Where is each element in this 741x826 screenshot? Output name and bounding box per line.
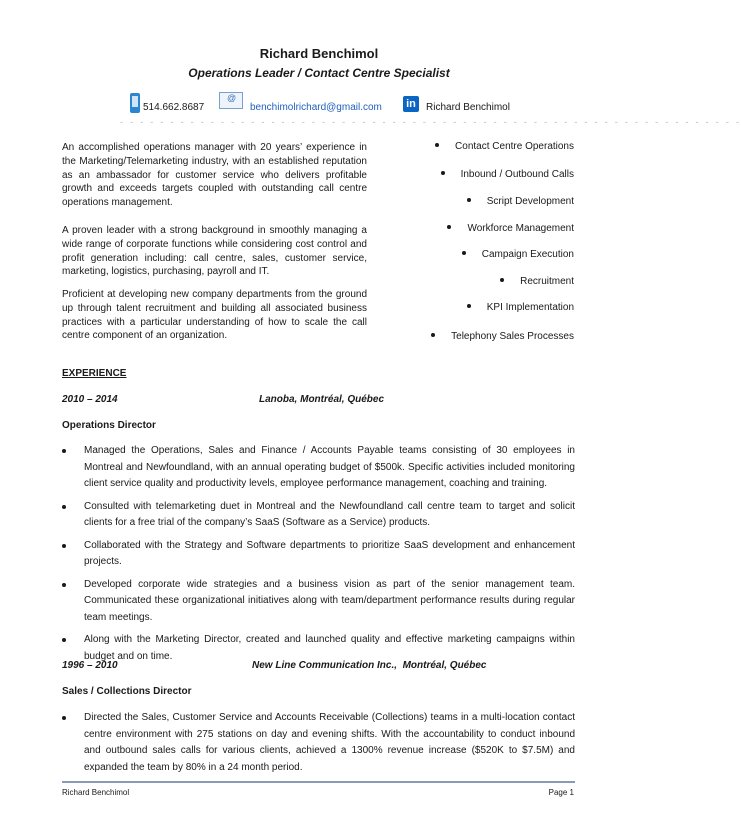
skill-item [462, 249, 574, 260]
skill-label: Workforce Management [467, 223, 574, 234]
bullet-icon [462, 251, 466, 255]
phone-number: 514.662.8687 [143, 102, 205, 113]
summary-paragraph-3 [62, 288, 367, 343]
summary-paragraph-1 [62, 141, 367, 210]
email-icon-glyph: @ [227, 93, 237, 103]
skill-label: KPI Implementation [486, 302, 574, 313]
job-bullets [62, 443, 575, 671]
bullet-icon [62, 544, 66, 548]
linkedin-icon[interactable]: in [403, 96, 419, 112]
skill-label: Campaign Execution [481, 249, 574, 260]
footer-name: Richard Benchimol [62, 788, 130, 797]
skill-label: Script Development [486, 196, 574, 207]
skill-item [447, 223, 574, 234]
bullet-text: Directed the Sales, Customer Service and Accounts Receivable (Collections) teams in a multi-location contact centre environment with 275 stations on day and evening shifts. With the accountability to conduct inbound and outbound sales calls for various clients, achieved a 1300% revenue increase ($520K to $7.5M) and expanded the team by 80% in a 24 month period. [84, 712, 575, 773]
job-title: Sales / Collections Director [62, 686, 192, 697]
job-bullet [62, 443, 575, 493]
bullet-icon [500, 278, 504, 282]
bullet-icon [467, 304, 471, 308]
job-title: Operations Director [62, 420, 156, 431]
skill-label: Recruitment [520, 276, 574, 287]
job-bullet [62, 577, 575, 627]
skill-item [435, 141, 574, 152]
bullet-icon [62, 505, 66, 509]
job-dates: 1996 – 2010 [62, 660, 118, 671]
candidate-role: Operations Leader / Contact Centre Specialist [188, 66, 450, 80]
skill-item [500, 276, 574, 287]
bullet-icon [62, 716, 66, 720]
bullet-icon [447, 225, 451, 229]
skill-label: Telephony Sales Processes [451, 331, 574, 342]
job-bullets [62, 710, 575, 782]
experience-heading: EXPERIENCE [62, 368, 127, 379]
job-bullet [62, 710, 575, 776]
bullet-icon [62, 449, 66, 453]
phone-icon [130, 93, 140, 113]
bullet-icon [467, 198, 471, 202]
job-company: Lanoba, Montréal, Québec [259, 394, 385, 405]
bullet-icon [62, 638, 66, 642]
page-number: Page 1 [548, 788, 574, 797]
linkedin-name[interactable]: Richard Benchimol [426, 102, 510, 113]
email-link[interactable]: benchimolrichard@gmail.com [250, 102, 382, 113]
bullet-text: Managed the Operations, Sales and Finance / Accounts Payable teams consisting of 30 employees in Montreal and Newfoundland, with an annual operating budget of $500k. Specific activities included monitoring client service quality and productivity levels, employee performance management, coaching and training. [84, 445, 575, 489]
summary-text: An accomplished operations manager with 20 years’ experience in the Marketing/Telemarketing industry, with an established reputation as an ambassador for customer service who delivers profitable growth and exceeds targets coupled with outstanding call centre operations management. [62, 142, 367, 209]
footer-divider [62, 781, 575, 783]
skill-item [467, 302, 574, 313]
bullet-text: Along with the Marketing Director, created and launched quality and effective marketing campaigns within budget and on time. [84, 634, 575, 662]
job-bullet [62, 499, 575, 532]
summary-text: Proficient at developing new company departments from the ground up through talent recruitment and building all associated business practices with a particular understanding of how to scale the call centre component of an organization. [62, 289, 367, 342]
candidate-name: Richard Benchimol [259, 46, 379, 61]
email-icon [219, 92, 243, 109]
job-company: New Line Communication Inc., Montréal, Québec [252, 660, 487, 671]
bullet-icon [435, 143, 439, 147]
bullet-icon [62, 583, 66, 587]
bullet-icon [431, 333, 435, 337]
bullet-text: Consulted with telemarketing duet in Montreal and the Newfoundland call centre team to target and solicit clients for a free trial of the company’s SaaS (Software as a Service) products. [84, 500, 575, 528]
summary-paragraph-2 [62, 224, 367, 279]
summary-text: A proven leader with a strong background in smoothly managing a wide range of corporate functions while considering cost control and profit generation including: call centre, sales, customer service, marketing, logistics, purchasing, payroll and IT. [62, 225, 367, 278]
skill-label: Inbound / Outbound Calls [460, 169, 574, 180]
skill-item [441, 169, 574, 180]
job-bullet [62, 538, 575, 571]
skill-label: Contact Centre Operations [455, 141, 574, 152]
skill-item [431, 331, 574, 342]
bullet-text: Collaborated with the Strategy and Software departments to prioritize SaaS development and enhancement projects. [84, 539, 575, 567]
bullet-text: Developed corporate wide strategies and a business vision as part of the senior management team. Communicated these organizational initiatives along with team/department performance results during regular team meetings. [84, 578, 575, 623]
bullet-icon [441, 171, 445, 175]
skill-item [467, 196, 574, 207]
job-dates: 2010 – 2014 [62, 394, 118, 405]
header-divider: - - - - - - - - - - - - - - - - - - - - - - - - - - - - - - - - - - - - - - - - - - - - - - - - - - - - - - - - - - - - - - [120, 117, 741, 127]
